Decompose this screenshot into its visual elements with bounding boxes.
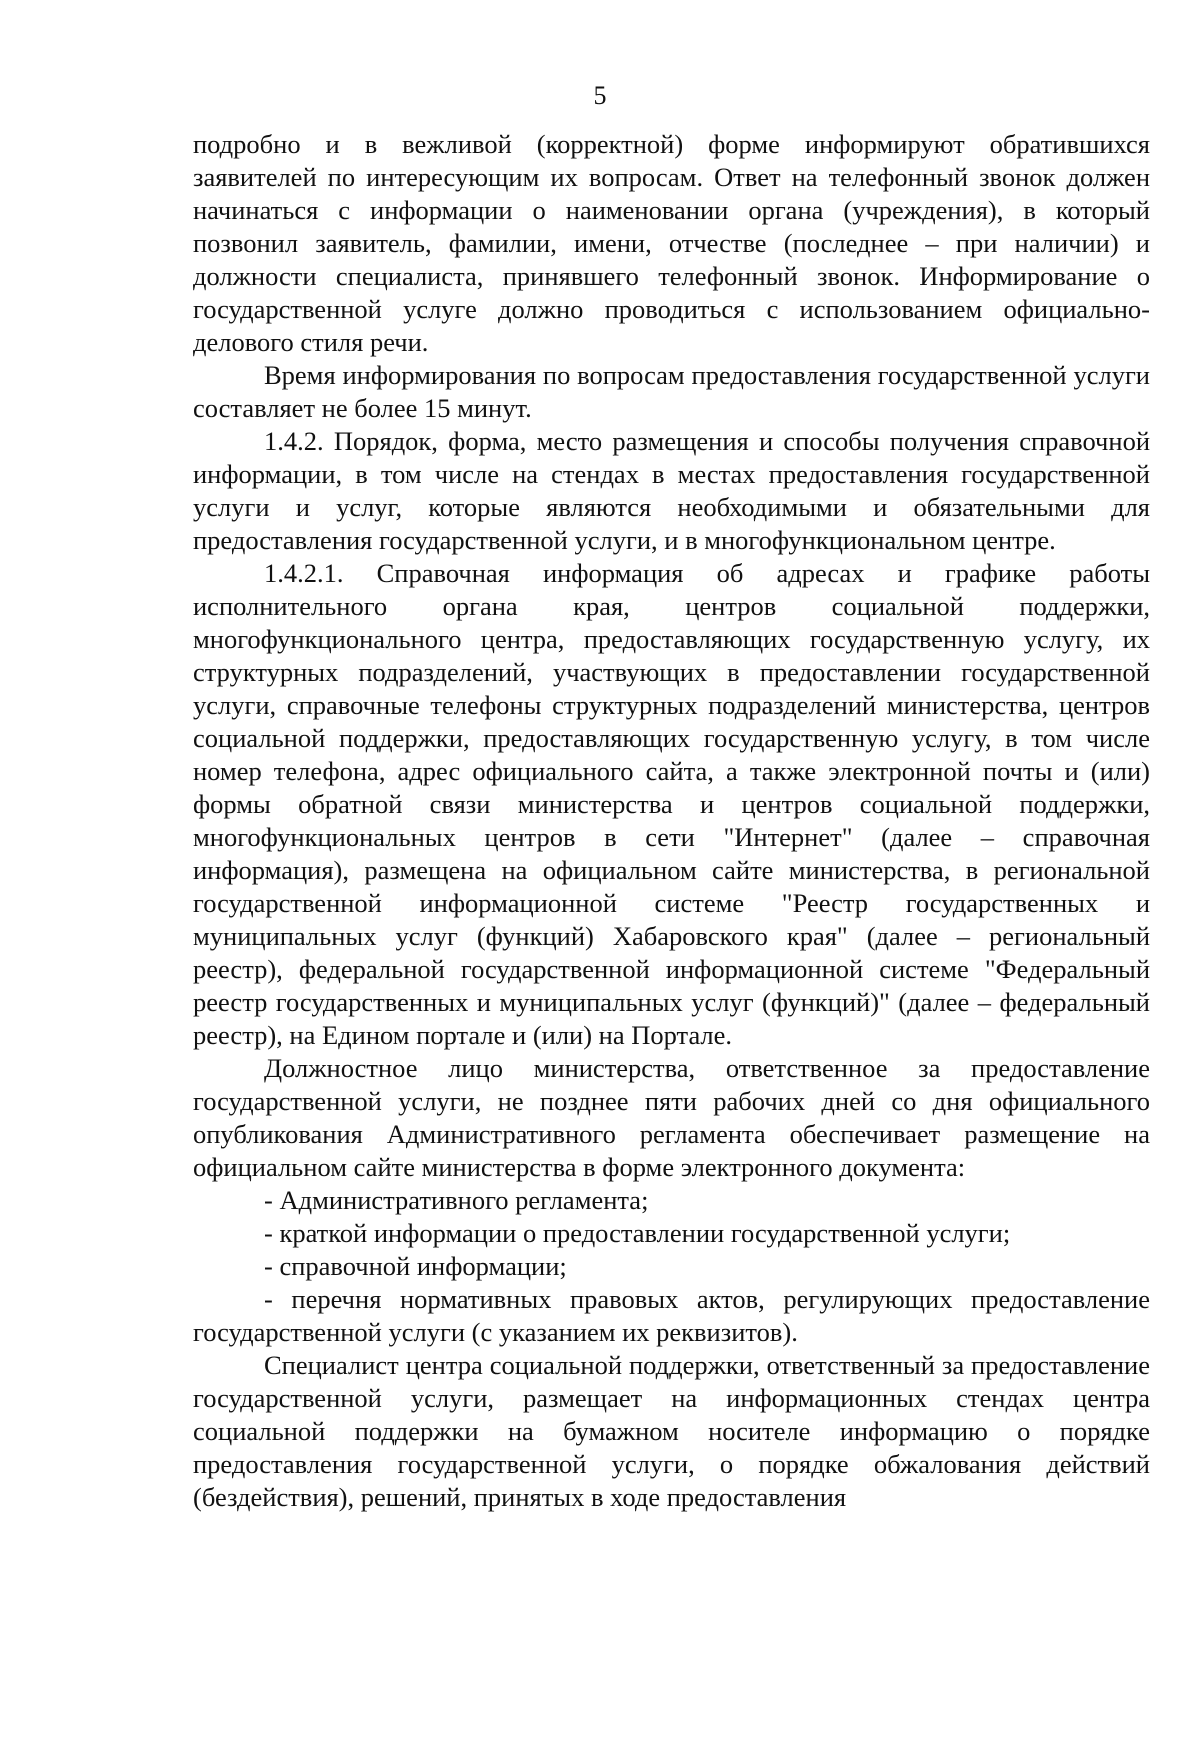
- paragraph-section-1-4-2-1: 1.4.2.1. Справочная информация об адресах и графике работы исполнительного органа края, центров социальной поддержки, многофункционального центра, предоставляющих государственную услугу, их структурных подразделений, участвующих в предоставлении государственной услуги, справочные телефоны структурных подразделений министерства, центров социальной поддержки, предоставляющих государственную услугу, в том числе номер телефона, адрес официального сайта, а также электронной почты и (или) формы обратной связи министерства и центров социальной поддержки, многофункциональных центров в сети "Интернет" (далее – справочная информация), размещена на официальном сайте министерства, в региональной государственной информационной системе "Реестр государственных и муниципальных услуг (функций) Хабаровского края" (далее – региональный реестр), федеральной государственной информационной системе "Федеральный реестр государственных и муниципальных услуг (функций)" (далее – федеральный реестр), на Едином портале и (или) на Портале.: [193, 558, 1150, 1050]
- paragraph-informing-time: Время информирования по вопросам предоставления государственной услуги составляет не более 15 минут.: [193, 360, 1150, 423]
- document-body: [193, 128, 1150, 1514]
- paragraph-section-1-4-2: 1.4.2. Порядок, форма, место размещения и способы получения справочной информации, в том числе на стендах в местах предоставления государственной услуги и услуг, которые являются необходимыми и обязательными для предоставления государственной услуги, и в многофункциональном центре.: [193, 426, 1150, 555]
- list-item-brief-info: - краткой информации о предоставлении государственной услуги;: [264, 1218, 1011, 1248]
- list-item-reference-info: - справочной информации;: [264, 1251, 567, 1281]
- paragraph-specialist-duties: Специалист центра социальной поддержки, ответственный за предоставление государственной услуги, размещает на информационных стендах центра социальной поддержки на бумажном носителе информацию о порядке предоставления государственной услуги, о порядке обжалования действий (бездействия), решений, принятых в ходе предоставления: [193, 1350, 1150, 1512]
- paragraph-official-duties: Должностное лицо министерства, ответственное за предоставление государственной услуги, не позднее пяти рабочих дней со дня официального опубликования Административного регламента обеспечивает размещение на официальном сайте министерства в форме электронного документа:: [193, 1053, 1150, 1182]
- list-item-regulation: - Административного регламента;: [264, 1185, 649, 1215]
- paragraph-informing-rules: подробно и в вежливой (корректной) форме информируют обратившихся заявителей по интересующим их вопросам. Ответ на телефонный звонок должен начинаться с информации о наименовании органа (учреждения), в который позвонил заявитель, фамилии, имени, отчестве (последнее – при наличии) и должности специалиста, принявшего телефонный звонок. Информирование о государственной услуге должно проводиться с использованием официально-делового стиля речи.: [193, 129, 1150, 357]
- list-item-legal-acts: - перечня нормативных правовых актов, регулирующих предоставление государственной услуги (с указанием их реквизитов).: [193, 1284, 1150, 1347]
- page-number: 5: [593, 81, 607, 110]
